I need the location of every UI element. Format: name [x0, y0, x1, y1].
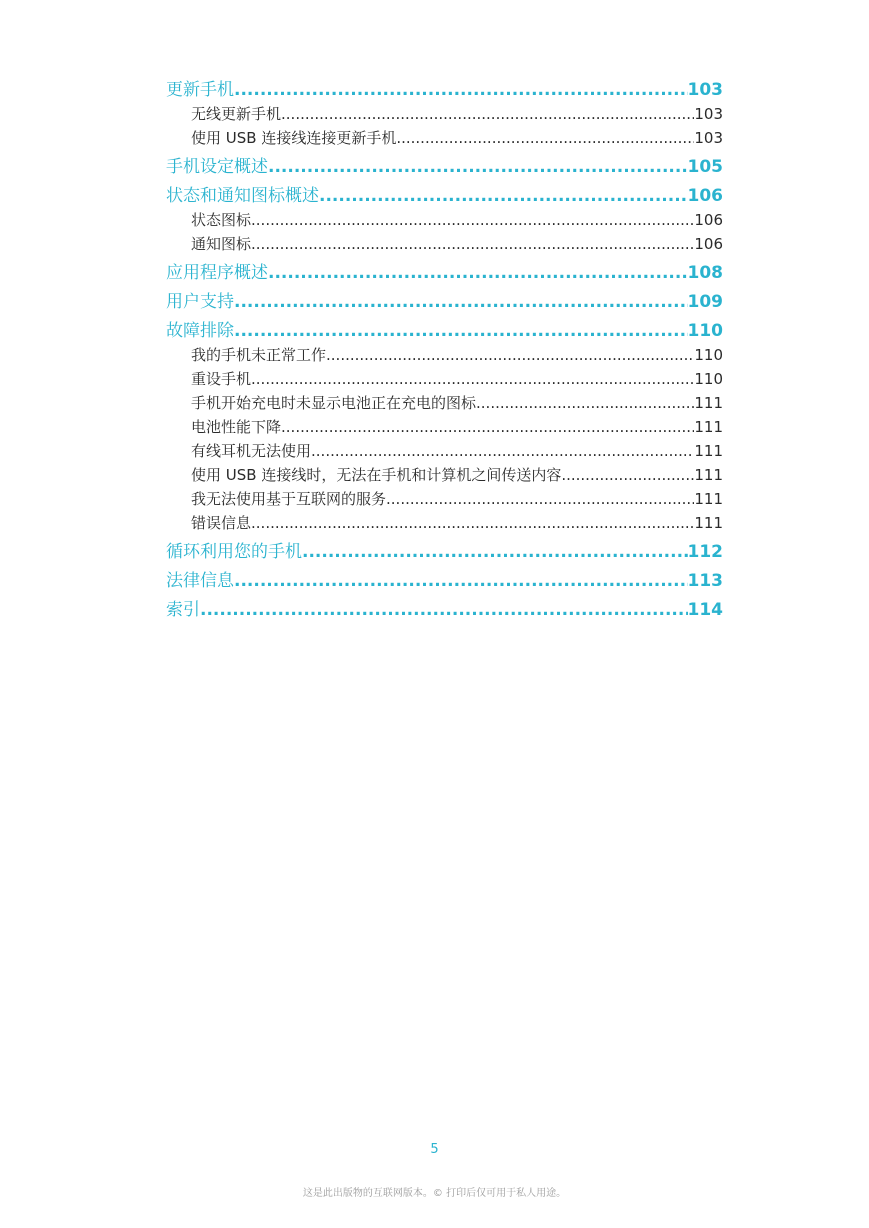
- toc-entry-title[interactable]: 故障排除: [166, 321, 234, 341]
- toc-entry-title[interactable]: 重设手机: [191, 370, 252, 388]
- toc-entry-title[interactable]: 手机开始充电时未显示电池正在充电的图标: [191, 394, 477, 412]
- toc-entry-page[interactable]: 111: [694, 442, 723, 460]
- toc-entry[interactable]: [166, 598, 723, 622]
- toc-entry[interactable]: [166, 155, 723, 179]
- toc-entry-title[interactable]: 循环利用您的手机: [166, 542, 302, 562]
- toc-subentry[interactable]: [166, 367, 723, 391]
- dot-leader: [251, 367, 694, 391]
- toc-entry-title[interactable]: 应用程序概述: [166, 263, 268, 283]
- toc-subentry[interactable]: [166, 511, 723, 535]
- table-of-contents: [166, 78, 723, 622]
- toc-entry-page[interactable]: 106: [694, 235, 723, 253]
- dot-leader: [281, 415, 694, 439]
- dot-leader: [251, 208, 694, 232]
- dot-leader: [311, 439, 694, 463]
- toc-subentry[interactable]: [166, 391, 723, 415]
- dot-leader: [268, 261, 688, 285]
- toc-entry-title[interactable]: 我无法使用基于互联网的服务: [191, 490, 387, 508]
- toc-entry-page[interactable]: 112: [687, 542, 723, 562]
- dot-leader: [281, 102, 694, 126]
- toc-entry-title[interactable]: 状态和通知图标概述: [166, 186, 319, 206]
- toc-subentry[interactable]: [166, 487, 723, 511]
- toc-entry-title[interactable]: 使用 USB 连接线时，无法在手机和计算机之间传送内容: [191, 466, 562, 484]
- toc-entry-page[interactable]: 111: [694, 418, 723, 436]
- toc-entry-page[interactable]: 111: [694, 466, 723, 484]
- dot-leader: [234, 319, 688, 343]
- toc-entry[interactable]: [166, 319, 723, 343]
- toc-subentry[interactable]: [166, 126, 723, 150]
- toc-entry-page[interactable]: 108: [687, 263, 723, 283]
- toc-entry-title[interactable]: 我的手机未正常工作: [191, 346, 327, 364]
- toc-entry-page[interactable]: 106: [694, 211, 723, 229]
- toc-entry-page[interactable]: 110: [694, 370, 723, 388]
- toc-entry-title[interactable]: 更新手机: [166, 80, 234, 100]
- toc-subentry[interactable]: [166, 102, 723, 126]
- toc-subentry[interactable]: [166, 463, 723, 487]
- toc-entry[interactable]: [166, 290, 723, 314]
- toc-entry-title[interactable]: 索引: [166, 600, 200, 620]
- toc-entry-title[interactable]: 电池性能下降: [191, 418, 282, 436]
- toc-entry-page[interactable]: 110: [687, 321, 723, 341]
- toc-entry-title[interactable]: 手机设定概述: [166, 157, 268, 177]
- toc-entry[interactable]: [166, 540, 723, 564]
- toc-entry[interactable]: [166, 78, 723, 102]
- toc-entry-page[interactable]: 103: [687, 80, 723, 100]
- toc-entry[interactable]: [166, 261, 723, 285]
- dot-leader: [561, 463, 694, 487]
- toc-entry-title[interactable]: 通知图标: [191, 235, 252, 253]
- dot-leader: [251, 232, 694, 256]
- dot-leader: [234, 78, 688, 102]
- toc-entry-title[interactable]: 使用 USB 连接线连接更新手机: [191, 129, 397, 147]
- dot-leader: [396, 126, 694, 150]
- toc-subentry[interactable]: [166, 232, 723, 256]
- toc-entry-page[interactable]: 111: [694, 490, 723, 508]
- toc-subentry[interactable]: [166, 439, 723, 463]
- dot-leader: [319, 184, 688, 208]
- toc-entry[interactable]: [166, 184, 723, 208]
- dot-leader: [234, 290, 688, 314]
- dot-leader: [251, 511, 694, 535]
- toc-entry-title[interactable]: 错误信息: [191, 514, 252, 532]
- dot-leader: [200, 598, 688, 622]
- toc-subentry[interactable]: [166, 415, 723, 439]
- toc-entry-page[interactable]: 110: [694, 346, 723, 364]
- toc-entry-page[interactable]: 113: [687, 571, 723, 591]
- toc-subentry[interactable]: [166, 343, 723, 367]
- page-number: 5: [430, 1142, 439, 1157]
- dot-leader: [268, 155, 688, 179]
- toc-entry-page[interactable]: 103: [694, 105, 723, 123]
- toc-entry-title[interactable]: 状态图标: [191, 211, 252, 229]
- dot-leader: [326, 343, 694, 367]
- toc-entry-page[interactable]: 114: [687, 600, 723, 620]
- toc-entry-page[interactable]: 111: [694, 394, 723, 412]
- dot-leader: [476, 391, 694, 415]
- toc-entry-title[interactable]: 法律信息: [166, 571, 234, 591]
- toc-entry-page[interactable]: 105: [687, 157, 723, 177]
- toc-subentry[interactable]: [166, 208, 723, 232]
- toc-entry-page[interactable]: 103: [694, 129, 723, 147]
- toc-entry-title[interactable]: 用户支持: [166, 292, 234, 312]
- footer-note: 这是此出版物的互联网版本。© 打印后仅可用于私人用途。: [302, 1188, 567, 1199]
- toc-entry-page[interactable]: 111: [694, 514, 723, 532]
- toc-entry-page[interactable]: 106: [687, 186, 723, 206]
- dot-leader: [386, 487, 694, 511]
- toc-entry-title[interactable]: 有线耳机无法使用: [191, 442, 312, 460]
- dot-leader: [234, 569, 688, 593]
- dot-leader: [302, 540, 688, 564]
- toc-entry[interactable]: [166, 569, 723, 593]
- toc-entry-page[interactable]: 109: [687, 292, 723, 312]
- toc-entry-title[interactable]: 无线更新手机: [191, 105, 282, 123]
